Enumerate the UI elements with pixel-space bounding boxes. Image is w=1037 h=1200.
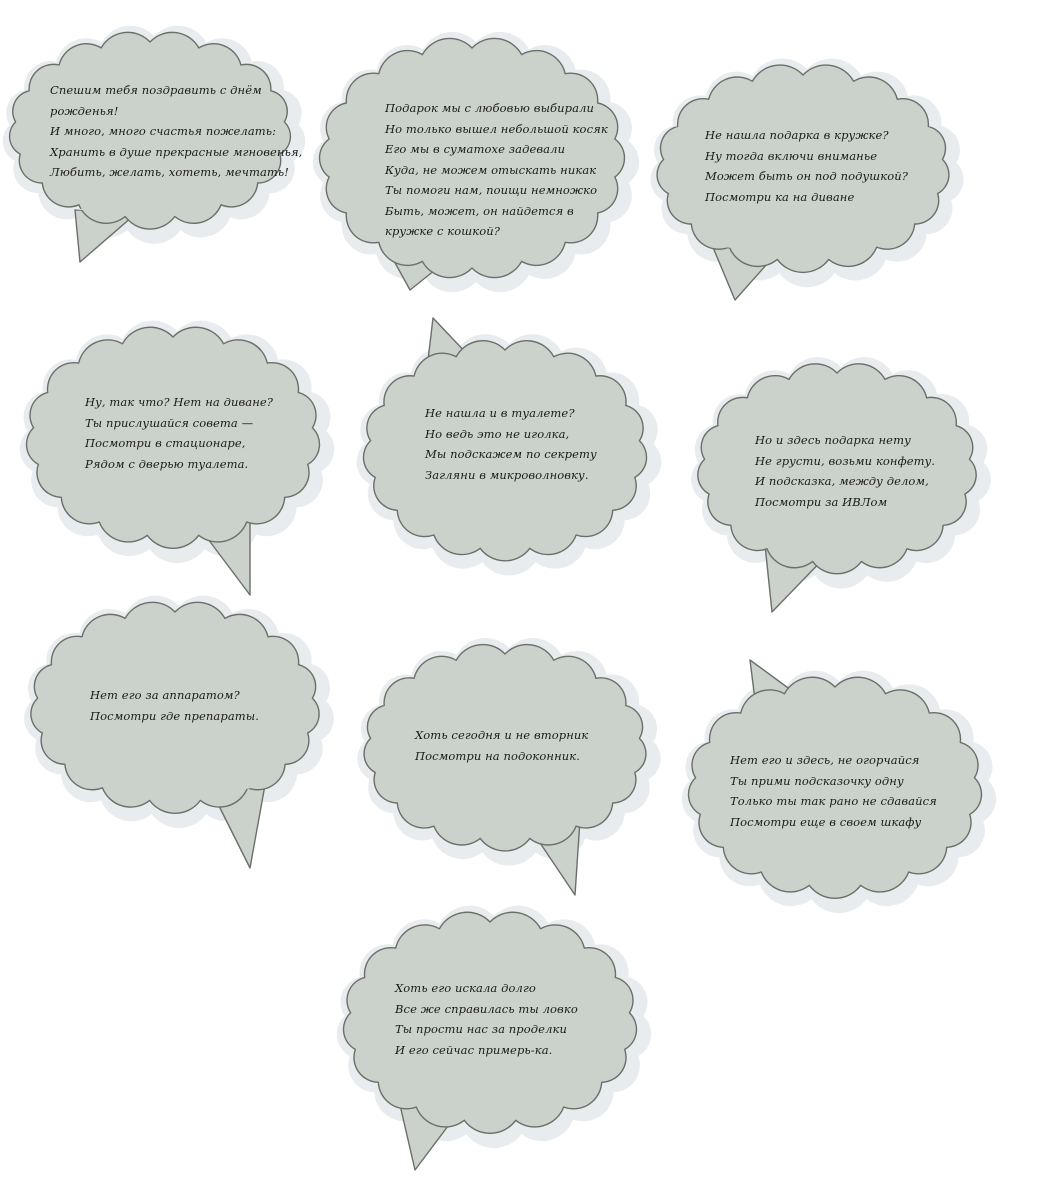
bubble-10-line-3: Ты прости нас за проделки: [395, 1022, 567, 1036]
bubble-text-5: [425, 403, 597, 485]
bubble-3-line-2: Ну тогда включи вниманье: [705, 148, 878, 163]
bubble-10-line-2: Все же справилась ты ловко: [395, 1001, 578, 1016]
bubble-3-line-4: Посмотри ка на диване: [705, 189, 855, 204]
bubble-8-line-1: Хоть сегодня и не вторник: [415, 728, 589, 742]
bubble-2-line-3: Его мы в суматохе задевали: [385, 142, 566, 156]
speech-bubble-9: [665, 650, 1005, 917]
bubble-text-3: [705, 125, 908, 207]
bubble-3-line-1: Не нашла подарка в кружке?: [705, 128, 889, 142]
bubble-6-line-3: И подсказка, между делом,: [755, 474, 929, 488]
bubble-10-line-4: И его сейчас примерь-ка.: [395, 1042, 553, 1057]
bubble-7-line-2: Посмотри где препараты.: [90, 708, 260, 723]
bubble-2-line-2: Но только вышел небольшой косяк: [385, 121, 608, 136]
bubble-1-line-1: Спешим тебя поздравить с днём: [50, 83, 262, 97]
bubble-6-line-1: Но и здесь подарка нету: [755, 433, 911, 447]
bubble-6-line-4: Посмотри за ИВЛом: [755, 494, 888, 509]
bubble-4-line-4: Рядом с дверью туалета.: [85, 456, 249, 471]
bubble-text-10: [395, 978, 578, 1060]
cloud-shape: [7, 582, 343, 878]
bubble-9-line-1: Нет его и здесь, не огорчайся: [730, 753, 920, 767]
speech-bubble-8: [340, 624, 670, 905]
bubble-5-line-1: Не нашла и в туалете?: [425, 406, 575, 420]
bubble-5-line-3: Мы подскажем по секрету: [425, 447, 597, 461]
speech-bubble-2: [297, 18, 647, 300]
bubble-4-line-2: Ты прислушайся совета —: [85, 415, 254, 430]
bubble-1-line-4: Хранить в душе прекрасные мгновенья,: [50, 144, 303, 159]
bubble-1-line-5: Любить, желать, хотеть, мечтать!: [50, 165, 289, 179]
bubble-text-1: [50, 80, 302, 183]
speech-bubble-4: [3, 307, 343, 605]
bubble-6-line-2: Не грусти, возьми конфету.: [755, 453, 936, 468]
bubble-9-line-3: Только ты так рано не сдавайся: [730, 794, 937, 808]
speech-bubble-6: [674, 343, 1000, 622]
bubble-2-line-6: Быть, может, он найдется в: [385, 203, 574, 218]
bubble-5-line-2: Но ведь это не иголка,: [425, 426, 570, 441]
bubble-5-line-4: Загляни в микроволновку.: [425, 467, 589, 482]
bubble-10-line-1: Хоть его искала долго: [395, 981, 536, 995]
bubble-1-line-2: рожденья!: [50, 103, 119, 118]
speech-bubble-10: [320, 892, 660, 1180]
bubble-4-line-1: Ну, так что? Нет на диване?: [85, 395, 274, 409]
bubble-2-line-5: Ты помоги нам, поищи немножко: [385, 183, 598, 197]
bubble-8-line-2: Посмотри на подоконник.: [415, 748, 580, 763]
speech-bubble-7: [7, 582, 343, 878]
bubble-7-line-1: Нет его за аппаратом?: [90, 688, 240, 702]
bubble-2-line-7: кружке с кошкой?: [385, 224, 501, 238]
speech-bubble-1: [0, 12, 315, 272]
bubble-9-line-4: Посмотри еще в своем шкафу: [730, 814, 922, 829]
bubble-text-2: [385, 98, 608, 242]
bubble-3-line-3: Может быть он под подушкой?: [705, 169, 909, 183]
bubble-text-6: [755, 430, 935, 512]
bubble-2-line-4: Куда, не можем отыскать никак: [385, 162, 597, 177]
bubble-text-7: [90, 685, 259, 726]
bubble-text-8: [415, 725, 588, 766]
bubble-text-4: [85, 392, 273, 474]
bubble-text-9: [730, 750, 937, 832]
speech-bubble-5: [340, 308, 670, 580]
bubble-1-line-3: И много, много счастья пожелать:: [50, 124, 277, 138]
bubble-2-line-1: Подарок мы с любовью выбирали: [385, 101, 595, 115]
bubble-9-line-2: Ты прими подсказочку одну: [730, 773, 904, 788]
speech-bubble-3: [633, 45, 973, 310]
bubble-4-line-3: Посмотри в стационаре,: [85, 436, 246, 450]
